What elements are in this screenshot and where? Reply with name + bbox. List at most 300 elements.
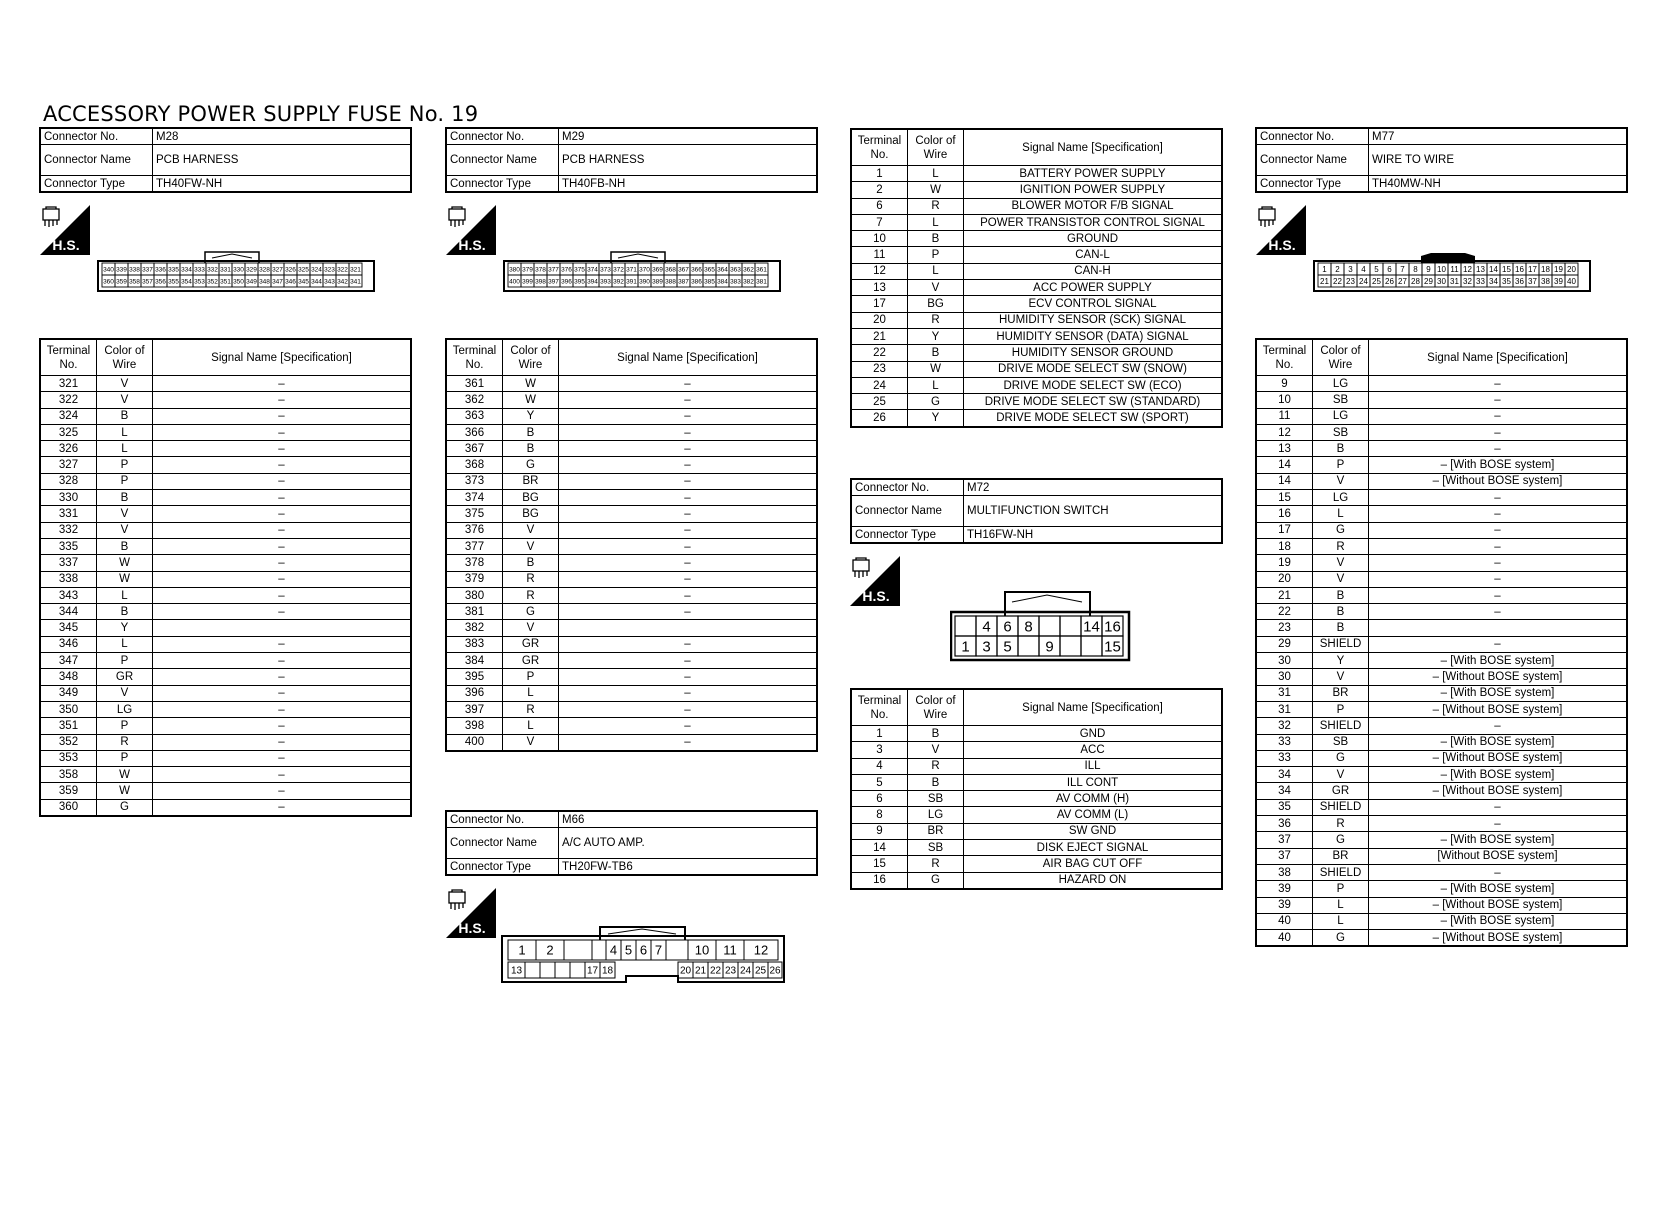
table-row [446, 636, 817, 652]
terminal-table-m72 [850, 688, 1223, 890]
signal-name-cell: – [559, 653, 818, 669]
signal-name-cell: – [559, 424, 818, 440]
pin-number: 6 [1387, 264, 1392, 274]
terminal-no-cell: 395 [446, 669, 503, 685]
wire-color-cell: L [503, 685, 559, 701]
table-row [446, 653, 817, 669]
signal-name-cell: – [559, 522, 818, 538]
terminal-no-cell: 14 [1256, 457, 1313, 473]
terminal-no-cell: 14 [851, 840, 908, 856]
wire-color-cell: L [908, 166, 964, 182]
pin-number: 5 [1374, 264, 1379, 274]
wire-color-cell: L [97, 636, 153, 652]
pin-number: 18 [601, 965, 614, 977]
pin-number: 29 [1424, 276, 1433, 286]
signal-name-cell: BLOWER MOTOR F/B SIGNAL [964, 198, 1223, 214]
pin-number: 381 [756, 278, 767, 286]
table-row [851, 840, 1222, 856]
wire-color-cell: R [908, 312, 964, 328]
signal-name-cell: HAZARD ON [964, 872, 1223, 889]
wire-color-cell: B [1313, 604, 1369, 620]
table-row [446, 538, 817, 554]
wire-color-cell: LG [1313, 408, 1369, 424]
label-connector-no: Connector No. [446, 128, 559, 145]
terminal-no-cell: 17 [1256, 522, 1313, 538]
pin-number: 3 [1348, 264, 1353, 274]
pin-number: 325 [298, 266, 309, 274]
pin-number: 396 [561, 278, 572, 286]
terminal-no-cell: 30 [1256, 669, 1313, 685]
wire-color-cell: R [97, 734, 153, 750]
connector-m28-info [39, 127, 412, 193]
connector-name-value: PCB HARNESS [559, 145, 818, 176]
terminal-table-m77 [1255, 338, 1628, 947]
wire-color-cell: P [97, 718, 153, 734]
wire-color-cell: LG [1313, 490, 1369, 506]
connector-glyph-icon [853, 558, 869, 578]
wire-color-cell: BR [908, 823, 964, 839]
pin-number: 4 [1361, 264, 1366, 274]
terminal-no-cell: 326 [40, 441, 97, 457]
wire-color-cell: LG [97, 701, 153, 717]
pin-number: 4 [982, 618, 991, 636]
pin-number: 15 [1502, 264, 1511, 274]
terminal-no-cell: 40 [1256, 913, 1313, 929]
connector-m72-diagram [950, 580, 1150, 670]
table-row [1256, 685, 1627, 701]
wire-color-cell: R [503, 571, 559, 587]
pin-number: 1 [518, 942, 526, 958]
pin-number: 391 [626, 278, 637, 286]
signal-name-cell: AIR BAG CUT OFF [964, 856, 1223, 872]
table-row [40, 555, 411, 571]
table-row [851, 231, 1222, 247]
pin-number: 31 [1450, 276, 1459, 286]
table-row [40, 604, 411, 620]
connector-m29-diagram [503, 248, 783, 296]
terminal-no-cell: 1 [851, 726, 908, 742]
wire-color-cell: SHIELD [1313, 718, 1369, 734]
table-row [851, 361, 1222, 377]
table-row [1256, 441, 1627, 457]
wire-color-cell: Y [908, 328, 964, 344]
table-row [40, 538, 411, 554]
terminal-no-cell: 358 [40, 767, 97, 783]
pin-number: 383 [730, 278, 741, 286]
signal-name-cell: ACC POWER SUPPLY [964, 280, 1223, 296]
pin-number: 25 [1372, 276, 1381, 286]
pin-number: 24 [1359, 276, 1368, 286]
signal-name-cell: POWER TRANSISTOR CONTROL SIGNAL [964, 214, 1223, 230]
signal-name-cell: – [1369, 522, 1628, 538]
table-row [446, 718, 817, 734]
table-row [40, 441, 411, 457]
signal-name-cell: – [153, 669, 412, 685]
terminal-no-cell: 39 [1256, 881, 1313, 897]
table-row [1256, 506, 1627, 522]
pin-number: 342 [337, 278, 348, 286]
wire-color-cell: V [97, 685, 153, 701]
terminal-no-cell: 400 [446, 734, 503, 751]
wire-color-cell: W [503, 392, 559, 408]
pin-number: 21 [694, 965, 707, 977]
wire-color-cell: V [1313, 571, 1369, 587]
connector-m29-info [445, 127, 818, 193]
terminal-no-cell: 14 [1256, 473, 1313, 489]
wire-color-cell: Y [97, 620, 153, 636]
pin-number: 19 [1554, 264, 1563, 274]
signal-name-cell: – [559, 636, 818, 652]
terminal-no-cell: 18 [1256, 538, 1313, 554]
wire-color-cell: G [503, 457, 559, 473]
wire-color-cell: L [503, 718, 559, 734]
terminal-no-cell: 324 [40, 408, 97, 424]
terminal-table-m66 [850, 128, 1223, 428]
terminal-no-cell: 367 [446, 441, 503, 457]
signal-name-cell: – [153, 441, 412, 457]
wire-color-cell: Y [908, 410, 964, 427]
wire-color-cell: G [503, 604, 559, 620]
pin-number: 321 [350, 266, 361, 274]
terminal-no-cell: 361 [446, 376, 503, 392]
terminal-no-cell: 350 [40, 701, 97, 717]
pin-number: 6 [639, 942, 648, 958]
pin-number: 368 [665, 266, 676, 274]
pin-number: 32 [1463, 276, 1472, 286]
connector-no-value: M29 [559, 128, 818, 145]
pin-number: 22 [709, 965, 722, 977]
wire-color-cell: V [1313, 555, 1369, 571]
hs-harness-side-icon [850, 556, 900, 606]
pin-number: 386 [691, 278, 702, 286]
table-row [1256, 734, 1627, 750]
terminal-no-cell: 366 [446, 424, 503, 440]
pin-number: 33 [1476, 276, 1485, 286]
page-title: ACCESSORY POWER SUPPLY FUSE No. 19 [43, 102, 479, 126]
wire-color-cell: P [1313, 701, 1369, 717]
signal-name-cell: – [153, 636, 412, 652]
signal-name-cell: GROUND [964, 231, 1223, 247]
terminal-no-cell: 17 [851, 296, 908, 312]
terminal-no-cell: 380 [446, 587, 503, 603]
terminal-no-cell: 40 [1256, 930, 1313, 947]
connector-m28-diagram [97, 248, 377, 296]
signal-name-cell: – [1369, 799, 1628, 815]
hs-label: H.S. [458, 237, 486, 253]
signal-name-cell: – [With BOSE system] [1369, 913, 1628, 929]
signal-name-cell: BATTERY POWER SUPPLY [964, 166, 1223, 182]
terminal-table-m28 [39, 338, 412, 817]
pin-number: 9 [1426, 264, 1431, 274]
pin-number: 389 [652, 278, 663, 286]
signal-name-cell: AV COMM (L) [964, 807, 1223, 823]
signal-name-cell: AV COMM (H) [964, 791, 1223, 807]
terminal-no-cell: 13 [851, 280, 908, 296]
terminal-no-cell: 377 [446, 538, 503, 554]
header-signal-name: Signal Name [Specification] [964, 689, 1223, 726]
pin-number: 329 [246, 266, 257, 274]
label-connector-no: Connector No. [851, 479, 964, 496]
connector-type-value: TH20FW-TB6 [559, 859, 818, 876]
table-row [40, 392, 411, 408]
signal-name-cell: – [1369, 392, 1628, 408]
signal-name-cell: – [Without BOSE system] [1369, 669, 1628, 685]
terminal-no-cell: 29 [1256, 636, 1313, 652]
terminal-no-cell: 351 [40, 718, 97, 734]
signal-name-cell: – [153, 392, 412, 408]
table-row [40, 750, 411, 766]
wire-color-cell: V [97, 522, 153, 538]
signal-name-cell: – [559, 587, 818, 603]
wire-color-cell: L [97, 424, 153, 440]
terminal-no-cell: 398 [446, 718, 503, 734]
pin-number: 369 [652, 266, 663, 274]
connector-face-drawing [503, 248, 783, 296]
wire-color-cell: R [503, 701, 559, 717]
terminal-no-cell: 378 [446, 555, 503, 571]
connector-pin-cell [1039, 616, 1060, 636]
table-row [40, 718, 411, 734]
terminal-no-cell: 12 [1256, 424, 1313, 440]
signal-name-cell: – [153, 604, 412, 620]
wire-color-cell: GR [503, 653, 559, 669]
signal-name-cell: – [559, 490, 818, 506]
wire-color-cell: BG [908, 296, 964, 312]
wire-color-cell: L [908, 214, 964, 230]
pin-number: 354 [181, 278, 192, 286]
pin-number: 346 [285, 278, 296, 286]
table-row [40, 424, 411, 440]
signal-name-cell: – [559, 408, 818, 424]
table-row [40, 490, 411, 506]
wire-color-cell: P [97, 457, 153, 473]
signal-name-cell: – [Without BOSE system] [1369, 783, 1628, 799]
wire-color-cell: V [908, 742, 964, 758]
pin-number: 377 [548, 266, 559, 274]
signal-name-cell: – [Without BOSE system] [1369, 473, 1628, 489]
pin-number: 5 [1003, 638, 1012, 656]
terminal-no-cell: 384 [446, 653, 503, 669]
signal-name-cell: DRIVE MODE SELECT SW (ECO) [964, 377, 1223, 393]
signal-name-cell: – [153, 424, 412, 440]
table-row [446, 376, 817, 392]
table-row [851, 182, 1222, 198]
signal-name-cell: – [559, 441, 818, 457]
pin-number: 361 [756, 266, 767, 274]
pin-number: 358 [129, 278, 140, 286]
label-connector-no: Connector No. [446, 811, 559, 828]
signal-name-cell: – [559, 685, 818, 701]
pin-number: 338 [129, 266, 140, 274]
terminal-no-cell: 381 [446, 604, 503, 620]
terminal-no-cell: 21 [1256, 587, 1313, 603]
pin-number: 387 [678, 278, 689, 286]
signal-name-cell: CAN-L [964, 247, 1223, 263]
pin-number: 12 [1463, 264, 1472, 274]
table-row [1256, 571, 1627, 587]
signal-name-cell: DISK EJECT SIGNAL [964, 840, 1223, 856]
table-row [446, 457, 817, 473]
pin-number: 380 [509, 266, 520, 274]
wire-color-cell: R [908, 856, 964, 872]
signal-name-cell: SW GND [964, 823, 1223, 839]
signal-name-cell: – [Without BOSE system] [1369, 750, 1628, 766]
pin-number: 6 [1003, 618, 1012, 636]
header-color-of-wire: Color of Wire [97, 339, 153, 376]
header-terminal-no: Terminal No. [851, 689, 908, 726]
table-row [1256, 799, 1627, 815]
pin-number: 352 [207, 278, 218, 286]
wire-color-cell: LG [908, 807, 964, 823]
wire-color-cell: BR [1313, 848, 1369, 864]
table-row [446, 522, 817, 538]
table-row [40, 653, 411, 669]
signal-name-cell: – [559, 718, 818, 734]
connector-glyph-icon [449, 890, 465, 910]
wire-color-cell: L [908, 377, 964, 393]
table-row [851, 823, 1222, 839]
pin-number: 20 [1567, 264, 1576, 274]
table-row [446, 587, 817, 603]
wire-color-cell: V [1313, 767, 1369, 783]
table-row [446, 604, 817, 620]
wire-color-cell: V [503, 522, 559, 538]
terminal-no-cell: 349 [40, 685, 97, 701]
signal-name-cell: – [153, 734, 412, 750]
connector-pin-cell [666, 940, 688, 960]
terminal-no-cell: 353 [40, 750, 97, 766]
connector-name-value: PCB HARNESS [153, 145, 412, 176]
table-row [446, 685, 817, 701]
pin-number: 378 [535, 266, 546, 274]
label-connector-no: Connector No. [40, 128, 153, 145]
wire-color-cell: R [1313, 538, 1369, 554]
terminal-no-cell: 6 [851, 198, 908, 214]
terminal-no-cell: 337 [40, 555, 97, 571]
table-row [40, 636, 411, 652]
terminal-no-cell: 25 [851, 394, 908, 410]
signal-name-cell: [Without BOSE system] [1369, 848, 1628, 864]
connector-pin-cell [1060, 636, 1081, 656]
connector-pin-cell [564, 940, 592, 960]
label-connector-type: Connector Type [851, 527, 964, 544]
pin-number: 22 [1333, 276, 1342, 286]
signal-name-cell: – [559, 457, 818, 473]
terminal-no-cell: 23 [851, 361, 908, 377]
terminal-no-cell: 23 [1256, 620, 1313, 636]
signal-name-cell: – [153, 506, 412, 522]
pin-number: 371 [626, 266, 637, 274]
connector-type-value: TH40MW-NH [1369, 176, 1628, 193]
connector-m72-info [850, 478, 1223, 544]
table-row [1256, 424, 1627, 440]
pin-number: 382 [743, 278, 754, 286]
signal-name-cell [559, 620, 818, 636]
pin-number: 353 [194, 278, 205, 286]
table-row [40, 571, 411, 587]
terminal-no-cell: 348 [40, 669, 97, 685]
terminal-no-cell: 19 [1256, 555, 1313, 571]
terminal-no-cell: 26 [851, 410, 908, 427]
hs-badge-graphic [446, 205, 496, 255]
wire-color-cell: GR [503, 636, 559, 652]
terminal-no-cell: 30 [1256, 653, 1313, 669]
pin-number: 397 [548, 278, 559, 286]
wire-color-cell: P [97, 653, 153, 669]
terminal-no-cell: 7 [851, 214, 908, 230]
pin-number: 363 [730, 266, 741, 274]
pin-number: 4 [609, 942, 618, 958]
connector-pin-cell [1081, 636, 1102, 656]
terminal-no-cell: 10 [1256, 392, 1313, 408]
table-row [1256, 522, 1627, 538]
pin-number: 394 [587, 278, 598, 286]
pin-number: 399 [522, 278, 533, 286]
table-row [1256, 767, 1627, 783]
wire-color-cell: BG [503, 490, 559, 506]
terminal-no-cell: 363 [446, 408, 503, 424]
signal-name-cell: – [With BOSE system] [1369, 734, 1628, 750]
pin-number: 362 [743, 266, 754, 274]
wire-color-cell: V [503, 538, 559, 554]
wire-color-cell: G [1313, 832, 1369, 848]
pin-number: 17 [586, 965, 599, 977]
table-row [851, 345, 1222, 361]
wire-color-cell: L [1313, 913, 1369, 929]
table-row [1256, 930, 1627, 947]
pin-number: 15 [1104, 638, 1121, 656]
hs-badge-graphic [40, 205, 90, 255]
signal-name-cell: IGNITION POWER SUPPLY [964, 182, 1223, 198]
terminal-no-cell: 321 [40, 376, 97, 392]
table-row [1256, 587, 1627, 603]
header-terminal-no: Terminal No. [851, 129, 908, 166]
terminal-no-cell: 346 [40, 636, 97, 652]
wire-color-cell: BG [503, 506, 559, 522]
signal-name-cell: HUMIDITY SENSOR GROUND [964, 345, 1223, 361]
table-row [851, 214, 1222, 230]
pin-number: 400 [509, 278, 520, 286]
wire-color-cell: V [1313, 473, 1369, 489]
wire-color-cell: B [503, 441, 559, 457]
header-signal-name: Signal Name [Specification] [153, 339, 412, 376]
signal-name-cell: – [153, 555, 412, 571]
connector-m77-info [1255, 127, 1628, 193]
terminal-no-cell: 330 [40, 490, 97, 506]
table-row [1256, 897, 1627, 913]
pin-number: 340 [103, 266, 114, 274]
wire-color-cell: P [1313, 881, 1369, 897]
table-row [1256, 669, 1627, 685]
terminal-no-cell: 9 [1256, 376, 1313, 392]
signal-name-cell: – [With BOSE system] [1369, 653, 1628, 669]
wire-color-cell: Y [1313, 653, 1369, 669]
pin-number: 351 [220, 278, 231, 286]
terminal-no-cell: 13 [1256, 441, 1313, 457]
wire-color-cell: L [1313, 506, 1369, 522]
hs-harness-side-icon [1256, 205, 1306, 255]
terminal-no-cell: 347 [40, 653, 97, 669]
terminal-no-cell: 359 [40, 783, 97, 799]
table-row [1256, 881, 1627, 897]
terminal-no-cell: 2 [851, 182, 908, 198]
connector-m66-info [445, 810, 818, 876]
table-row [1256, 555, 1627, 571]
signal-name-cell: ECV CONTROL SIGNAL [964, 296, 1223, 312]
wire-color-cell: SB [1313, 734, 1369, 750]
pin-number: 385 [704, 278, 715, 286]
pin-number: 356 [155, 278, 166, 286]
